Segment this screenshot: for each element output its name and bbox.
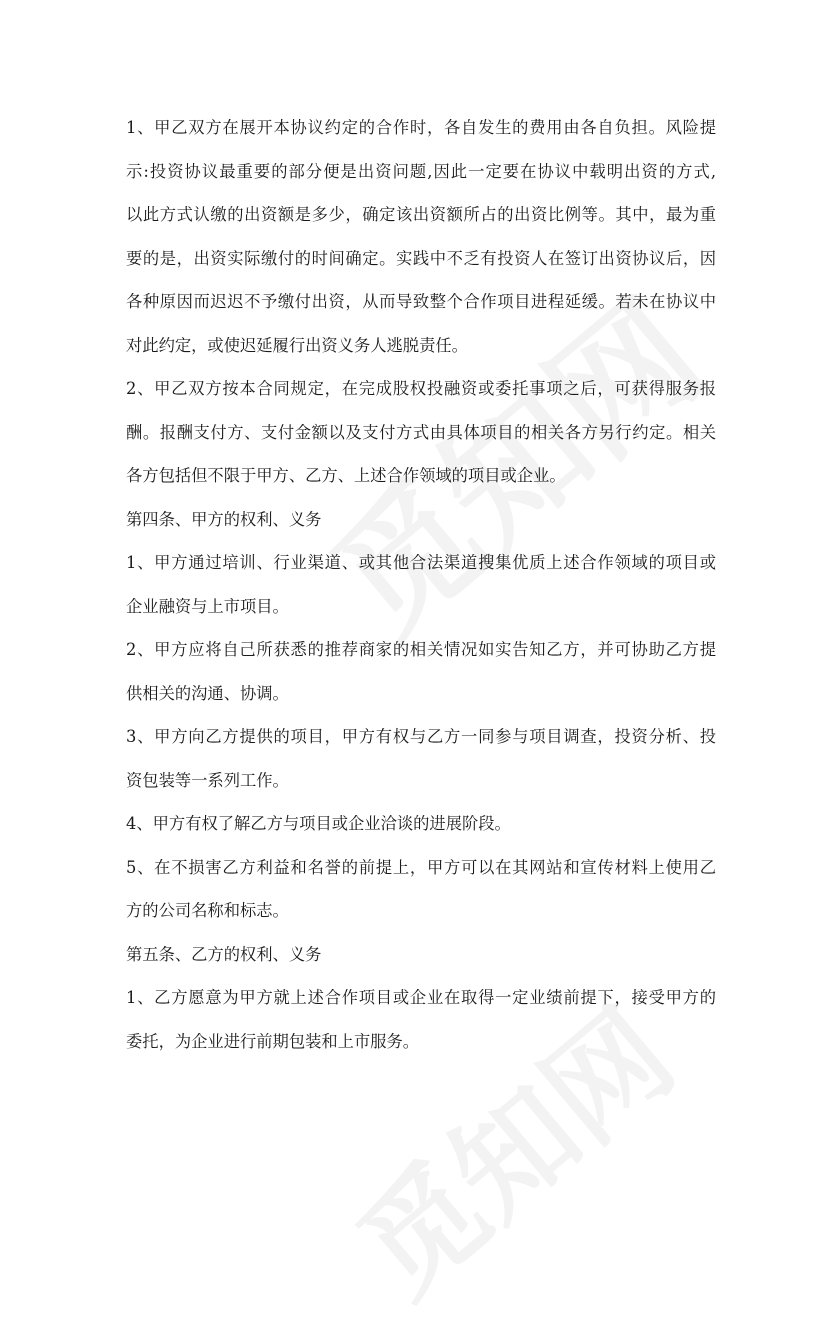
text-line: 要的是，出资实际缴付的时间确定。实践中不乏有投资人在签订出资协议后，因 <box>126 248 716 268</box>
section-heading: 第五条、乙方的权利、义务 <box>126 944 322 964</box>
paragraph <box>126 846 716 933</box>
text-line: 各种原因而迟迟不予缴付出资，从而导致整个合作项目进程延缓。若未在协议中 <box>126 292 716 311</box>
paragraph <box>126 976 716 1063</box>
text-line: 1、乙方愿意为甲方就上述合作项目或企业在取得一定业绩前提下，接受甲方的 <box>126 988 716 1007</box>
text-line: 2、甲方应将自己所获悉的推荐商家的相关情况如实告知乙方，并可协助乙方提 <box>126 640 716 659</box>
text-line: 1、甲乙双方在展开本协议约定的合作时，各自发生的费用由各自负担。风险提 <box>126 118 716 137</box>
paragraph <box>126 802 716 846</box>
text-line: 酬。报酬支付方、支付金额以及支付方式由具体项目的相关各方另行约定。相关 <box>126 422 716 442</box>
text-line: 供相关的沟通、协调。 <box>126 683 289 703</box>
paragraph <box>126 367 716 498</box>
text-line: 以此方式认缴的出资额是多少，确定该出资额所占的出资比例等。其中，最为重 <box>126 205 716 224</box>
text-line: 5、在不损害乙方利益和名誉的前提上，甲方可以在其网站和宣传材料上使用乙 <box>126 857 716 877</box>
text-line: 方的公司名称和标志。 <box>126 901 289 920</box>
text-line: 对此约定，或使迟延履行出资义务人逃脱责任。 <box>126 335 468 355</box>
text-line: 委托，为企业进行前期包装和上市服务。 <box>126 1031 420 1051</box>
section-heading: 第四条、甲方的权利、义务 <box>126 509 322 529</box>
text-line: 企业融资与上市项目。 <box>126 596 289 616</box>
text-line: 各方包括但不限于甲方、乙方、上述合作领域的项目或企业。 <box>126 466 566 485</box>
text-line: 3、甲方向乙方提供的项目，甲方有权与乙方一同参与项目调查，投资分析、投 <box>126 727 716 746</box>
text-line: 1、甲方通过培训、行业渠道、或其他合法渠道搜集优质上述合作领域的项目或 <box>126 553 716 572</box>
text-line: 资包装等一系列工作。 <box>126 770 289 790</box>
text-line: 2、甲乙双方按本合同规定，在完成股权投融资或委托事项之后，可获得服务报 <box>126 379 716 398</box>
paragraph <box>126 106 716 367</box>
document-body <box>126 106 716 1063</box>
paragraph <box>126 715 716 802</box>
paragraph <box>126 541 716 628</box>
text-line: 4、甲方有权了解乙方与项目或企业洽谈的进展阶段。 <box>126 814 511 833</box>
text-line: 示:投资协议最重要的部分便是出资问题,因此一定要在协议中载明出资的方式, <box>126 161 716 181</box>
paragraph <box>126 628 716 715</box>
